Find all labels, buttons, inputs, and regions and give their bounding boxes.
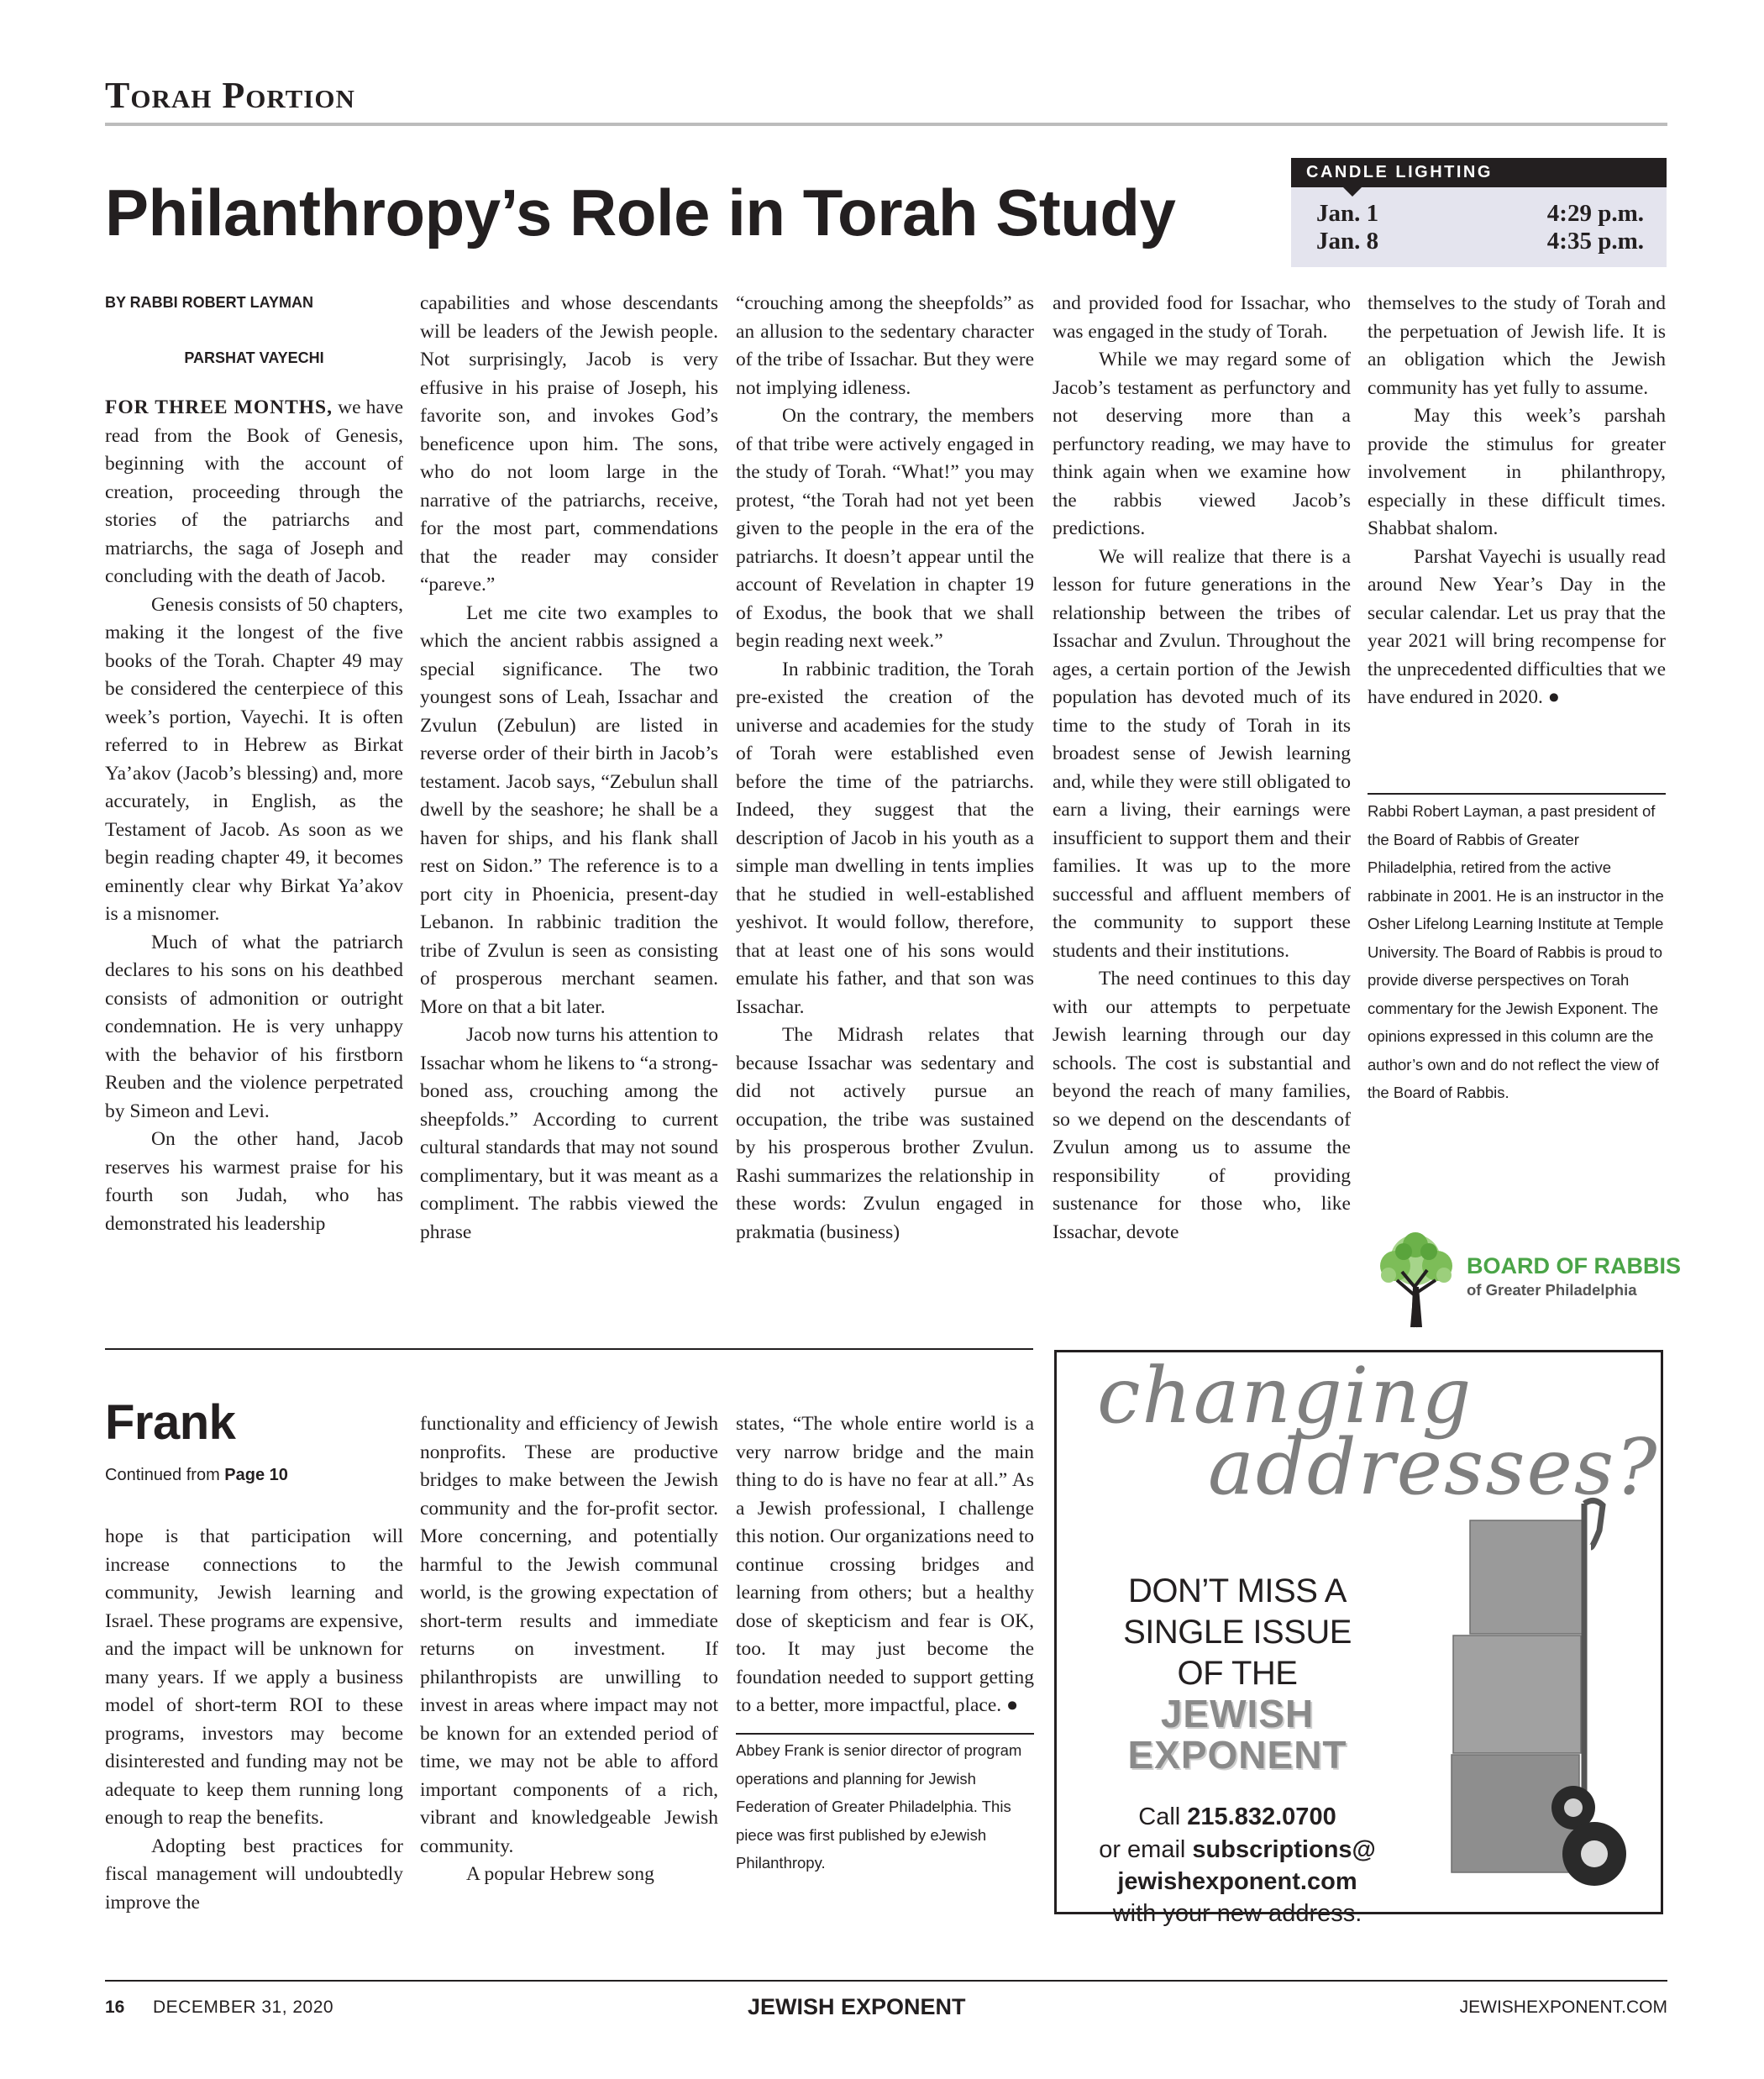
paragraph: A popular Hebrew song (466, 1863, 654, 1885)
ad-brand: JEWISH (1160, 1692, 1315, 1735)
ad-line: DON’T MISS A (1128, 1572, 1347, 1609)
ad-closing: with your new address. (1112, 1900, 1362, 1927)
candle-date: Jan. 8 (1316, 228, 1379, 255)
frank-column-1 (105, 1523, 403, 1917)
article-column-5 (1368, 290, 1666, 712)
board-of-rabbis-title: BOARD OF RABBIS (1467, 1253, 1681, 1278)
paragraph: Much of what the patriarch declares to his sons on his deathbed consists of admonition or outright condemnation. He is very unhappy with the behavior of his firstborn Reuben and the violence perpetrated by Simeon and Levi. (105, 931, 403, 1122)
paragraph: Adopting best practices for fiscal management will undoubtedly improve the (105, 1835, 403, 1914)
website-link[interactable]: JEWISHEXPONENT.COM (1459, 1998, 1667, 2017)
subscription-ad[interactable] (1054, 1350, 1663, 1927)
section-divider (105, 1348, 1033, 1350)
lead-in: FOR THREE MONTHS, (105, 396, 333, 418)
ad-email[interactable]: subscriptions@ (1192, 1836, 1376, 1863)
section-divider (105, 123, 1667, 126)
frank-column-3 (736, 1410, 1034, 1720)
paragraph: The need continues to this day with our attempts to perpetuate Jewish learning through our day schools. The cost is substantial and beyond the reach of many families, so we depend on the descendants of Zvulun among us to assume the responsibility of providing sustenance for those who, like Issachar, devote (1053, 968, 1351, 1243)
candle-time: 4:29 p.m. (1546, 200, 1644, 227)
bio-divider (736, 1733, 1034, 1735)
ad-phone[interactable]: 215.832.0700 (1187, 1803, 1336, 1830)
publication-name: JEWISH EXPONENT (748, 1994, 966, 2019)
paragraph: In rabbinic tradition, the Torah pre-existed the creation of the universe and academies for the study of Torah were established even before the time of the patriarchs. Indeed, they suggest that the description of Jacob in his youth as a simple man dwelling in tents implies that he studied in well-established yeshivot. It would follow, therefore, that at least one of his sons would emulate his father, and that son was Issachar. (736, 658, 1034, 1018)
article-headline: Philanthropy’s Role in Torah Study (105, 176, 1176, 249)
ad-brand: EXPONENT (1127, 1733, 1347, 1777)
ad-email[interactable]: jewishexponent.com (1117, 1868, 1357, 1895)
article-column-1 (105, 394, 403, 1238)
section-label: Torah Portion (105, 75, 355, 116)
paragraph: Jacob now turns his attention to Issachar whom he likens to “a strong-boned ass, crouching among the sheepfolds.” According to current cultural standards that may not sound complimentary, but it was meant as a compliment. The rabbis viewed the phrase (420, 1024, 719, 1243)
board-of-rabbis-subtitle: of Greater Philadelphia (1467, 1281, 1637, 1299)
article-column-4 (1053, 290, 1351, 1247)
ad-script-line-2: addresses? (1208, 1422, 1659, 1512)
candle-lighting-box (1291, 158, 1667, 267)
continued-from: Continued from Page 10 (105, 1466, 288, 1484)
article-column-3 (736, 290, 1034, 1247)
ad-email-line (1074, 1868, 1401, 1896)
paragraph: capabilities and whose descendants will be leaders of the Jewish people. Not surprisingly, Jacob is very effusive in his praise of Joseph, his favorite son, and invokes God’s beneficence upon him. The sons, who do not loom large in the narrative of the patriarchs, receive, for the most part, commendations that the reader may consider “pareve.” (420, 292, 718, 596)
bio-divider (1368, 793, 1666, 795)
paragraph: states, “The whole entire world is a very narrow bridge and the main thing to do is have no fear at all.” As a Jewish professional, I challenge this notion. Our organizations need to continue crossing bridges and learning from others; but a healthy dose of skepticism and fear is OK, too. It may just become the foundation needed to support getting to a better, more impactful, place. ● (736, 1413, 1034, 1716)
hand-truck-with-boxes-icon (1426, 1497, 1636, 1900)
paragraph: “crouching among the sheepfolds” as an allusion to the sedentary character of the tribe of Issachar. But they were not implying idleness. (736, 292, 1034, 399)
paragraph: On the contrary, the members of that tribe were actively engaged in the study of Torah. “What!” you may protest, “the Torah had not yet been given to the people in the era of the patriarchs. It doesn’t appear until the account of Revelation in chapter 19 of Exodus, the book that we shall begin reading next week.” (736, 405, 1034, 652)
frank-column-2 (420, 1410, 718, 1889)
ad-line: SINGLE ISSUE (1123, 1614, 1352, 1651)
candle-time: 4:35 p.m. (1546, 228, 1644, 255)
ad-script-line-1: changing (1097, 1351, 1473, 1441)
paragraph: May this week’s parshah provide the stimulus for greater involvement in philanthropy, especially in these difficult times. Shabbat shalom. (1368, 405, 1666, 539)
frank-headline: Frank (105, 1395, 236, 1450)
footer-divider (105, 1980, 1667, 1982)
frank-author-bio: Abbey Frank is senior director of program operations and planning for Jewish Federation of Greater Philadelphia. This piece was first published by eJewish Philanthropy. (736, 1741, 1022, 1872)
paragraph: hope is that participation will increase connections to the community, Jewish learning and Israel. These programs are expensive, and the impact will be unknown for many years. If we apply a business model of short-term ROI to these programs, investors may become disinterested and funding may not be adequate to keep them running long enough to reap the benefits. (105, 1525, 403, 1829)
ad-phone-line: Call 215.832.0700 (1138, 1803, 1336, 1830)
paragraph: While we may regard some of Jacob’s testament as perfunctory and not deserving more than a perfunctory reading, we may have to think again when we examine how the rabbis viewed Jacob’s predictions. (1053, 349, 1351, 539)
ad-email-line: or email subscriptions@ (1099, 1836, 1376, 1863)
board-of-rabbis-logo (1372, 1228, 1681, 1329)
candle-lighting-title: CANDLE LIGHTING (1306, 163, 1493, 181)
paragraph: On the other hand, Jacob reserves his warmest praise for his fourth son Judah, who has demonstrated his leadership (105, 1128, 403, 1235)
parshah-label: PARSHAT VAYECHI (184, 349, 324, 366)
pointer-icon (1343, 187, 1362, 197)
paragraph: We will realize that there is a lesson for future generations in the relationship between the tribes of Issachar and Zvulun. Throughout the ages, a certain portion of the Jewish population has devoted much of its time to the study of Torah in its broadest sense of Jewish learning and, while they were still obligated to earn a living, their earnings were insufficient to support them and their families. It was up to the more successful and affluent members of the community to support these students and their institutions. (1053, 545, 1351, 962)
candle-lighting-header (1291, 158, 1667, 187)
paragraph: functionality and efficiency of Jewish nonprofits. These are productive bridges to make between the Jewish community and the for-profit sector. More concerning, and potentially harmful to the Jewish communal world, is the growing expectation of short-term results and immediate returns on investment. If philanthropists are unwilling to invest in areas where impact may not be known for an extended period of time, we may not be able to afford important components of a rich, vibrant and knowledgeable Jewish community. (420, 1413, 718, 1857)
paragraph: FOR THREE MONTHS, we have read from the Book of Genesis, beginning with the account of creation, proceeding through the stories of the patriarchs and matriarchs, the saga of Joseph and concluding with the death of Jacob. (105, 396, 403, 587)
paragraph: Let me cite two examples to which the ancient rabbis assigned a special significance. The two youngest sons of Leah, Issachar and Zvulun (Zebulun) are listed in reverse order of their birth in Jacob’s testament. Jacob says, “Zebulun shall dwell by the seashore; he shall be a haven for ships, and his flank shall rest on Sidon.” The reference is to a port city in Phoenicia, present-day Lebanon. In rabbinic tradition the tribe of Zvulun is seen as consisting of prosperous merchant seamen. More on that a bit later. (420, 601, 718, 1018)
paragraph: themselves to the study of Torah and the perpetuation of Jewish life. It is an obligation which the Jewish community has yet fully to assume. (1368, 292, 1666, 399)
tree-icon (1372, 1228, 1460, 1329)
issue-date: DECEMBER 31, 2020 (153, 1998, 334, 2017)
paragraph: and provided food for Issachar, who was engaged in the study of Torah. (1053, 292, 1351, 343)
candle-date: Jan. 1 (1316, 200, 1379, 227)
paragraph: Genesis consists of 50 chapters, making it the longest of the five books of the Torah. Chapter 49 may be considered the centerpiece of this week’s portion, Vayechi. It is often referred to in Hebrew as Birkat Ya’akov (Jacob’s blessing) and, more accurately, in English, as the Testament of Jacob. As soon as we begin reading chapter 49, it becomes eminently clear why Birkat Ya’akov is a misnomer. (105, 593, 403, 925)
article-column-2 (420, 290, 718, 1247)
paragraph: The Midrash relates that because Issachar was sedentary and did not actively pursue an occupation, the tribe was sustained by his prosperous brother Zvulun. Rashi summarizes the relationship in these words: Zvulun engaged in prakmatia (business) (736, 1024, 1034, 1243)
author-bio: Rabbi Robert Layman, a past president of the Board of Rabbis of Greater Philadelphia, retired from the active rabbinate in 2001. He is an instructor in the Osher Lifelong Learning Institute at Temple University. The Board of Rabbis is proud to provide diverse perspectives on Torah commentary for the Jewish Exponent. The opinions expressed in this column are the author’s own and do not reflect the view of the Board of Rabbis. (1368, 802, 1664, 1101)
continued-page-link[interactable]: Page 10 (224, 1466, 288, 1484)
paragraph: Parshat Vayechi is usually read around New Year’s Day in the secular calendar. Let us pray that the year 2021 will bring recompense for the unprecedented difficulties that we have endured in 2020. ● (1368, 545, 1666, 708)
page-number: 16 (105, 1998, 125, 2017)
byline: BY RABBI ROBERT LAYMAN (105, 294, 314, 311)
ad-line: OF THE (1177, 1655, 1298, 1692)
